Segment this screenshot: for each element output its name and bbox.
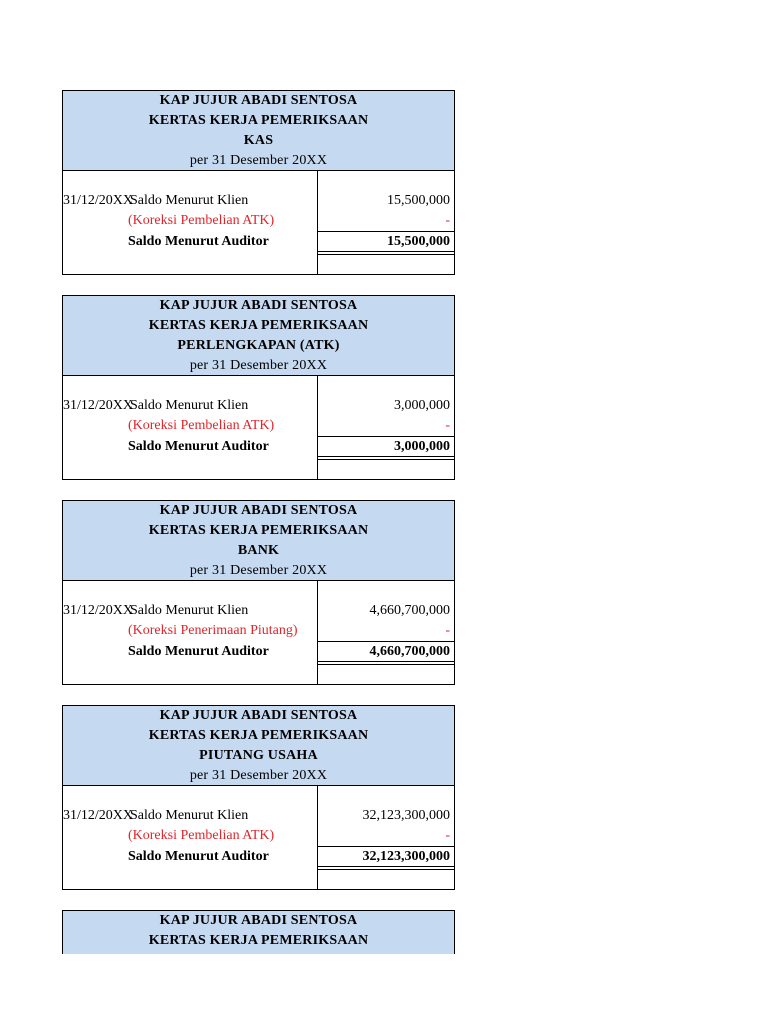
balance-date: 31/12/20XX bbox=[63, 603, 133, 618]
client-balance-label: Saldo Menurut Klien bbox=[130, 808, 249, 823]
account-name: BANK bbox=[237, 543, 280, 558]
correction-label: (Koreksi Pembelian ATK) bbox=[128, 213, 275, 228]
column-divider bbox=[317, 786, 318, 889]
worksheet-header bbox=[63, 706, 454, 786]
worksheet-piutang-usaha bbox=[62, 705, 455, 890]
correction-label: (Koreksi Penerimaan Piutang) bbox=[128, 623, 298, 638]
auditor-balance-label: Saldo Menurut Auditor bbox=[128, 234, 269, 249]
period: per 31 Desember 20XX bbox=[189, 768, 328, 783]
correction-amount: - bbox=[445, 828, 450, 843]
double-rule-top bbox=[318, 866, 454, 867]
firm-name: KAP JUJUR ABADI SENTOSA bbox=[159, 93, 358, 108]
client-balance-amount: 4,660,700,000 bbox=[369, 603, 450, 618]
double-rule-top bbox=[318, 251, 454, 252]
worksheet-header bbox=[63, 296, 454, 376]
document-title: KERTAS KERJA PEMERIKSAAN bbox=[148, 523, 369, 538]
account-name: KAS bbox=[243, 133, 274, 148]
column-divider bbox=[317, 376, 318, 479]
balance-date: 31/12/20XX bbox=[63, 808, 133, 823]
worksheet-bank bbox=[62, 500, 455, 685]
document-title: KERTAS KERJA PEMERIKSAAN bbox=[148, 318, 369, 333]
worksheet-body bbox=[63, 171, 454, 274]
firm-name: KAP JUJUR ABADI SENTOSA bbox=[159, 298, 358, 313]
double-rule-bottom bbox=[318, 869, 454, 870]
correction-amount: - bbox=[445, 213, 450, 228]
firm-name: KAP JUJUR ABADI SENTOSA bbox=[159, 913, 358, 928]
worksheet-partial bbox=[62, 910, 455, 954]
worksheet-header bbox=[63, 501, 454, 581]
client-balance-label: Saldo Menurut Klien bbox=[130, 193, 249, 208]
period: per 31 Desember 20XX bbox=[189, 563, 328, 578]
balance-date: 31/12/20XX bbox=[63, 398, 133, 413]
double-rule-top bbox=[318, 456, 454, 457]
correction-label: (Koreksi Pembelian ATK) bbox=[128, 828, 275, 843]
worksheet-body bbox=[63, 376, 454, 479]
client-balance-label: Saldo Menurut Klien bbox=[130, 603, 249, 618]
document-title: KERTAS KERJA PEMERIKSAAN bbox=[148, 728, 369, 743]
client-balance-amount: 3,000,000 bbox=[394, 398, 450, 413]
auditor-balance-label: Saldo Menurut Auditor bbox=[128, 849, 269, 864]
double-rule-bottom bbox=[318, 664, 454, 665]
period: per 31 Desember 20XX bbox=[189, 358, 328, 373]
auditor-balance-label: Saldo Menurut Auditor bbox=[128, 439, 269, 454]
correction-amount: - bbox=[445, 623, 450, 638]
worksheet-header bbox=[63, 91, 454, 171]
worksheet-perlengkapan bbox=[62, 295, 455, 480]
balance-date: 31/12/20XX bbox=[63, 193, 133, 208]
worksheet-body bbox=[63, 581, 454, 684]
correction-label: (Koreksi Pembelian ATK) bbox=[128, 418, 275, 433]
auditor-balance-label: Saldo Menurut Auditor bbox=[128, 644, 269, 659]
document-title: KERTAS KERJA PEMERIKSAAN bbox=[148, 113, 369, 128]
column-divider bbox=[317, 171, 318, 274]
subtotal-rule bbox=[318, 641, 454, 642]
client-balance-amount: 32,123,300,000 bbox=[362, 808, 450, 823]
worksheet-header bbox=[63, 911, 454, 954]
client-balance-amount: 15,500,000 bbox=[387, 193, 450, 208]
auditor-balance-amount: 4,660,700,000 bbox=[369, 644, 450, 659]
auditor-balance-amount: 15,500,000 bbox=[387, 234, 450, 249]
firm-name: KAP JUJUR ABADI SENTOSA bbox=[159, 708, 358, 723]
worksheet-body bbox=[63, 786, 454, 889]
column-divider bbox=[317, 581, 318, 684]
worksheet-kas bbox=[62, 90, 455, 275]
double-rule-bottom bbox=[318, 459, 454, 460]
auditor-balance-amount: 32,123,300,000 bbox=[362, 849, 450, 864]
correction-amount: - bbox=[445, 418, 450, 433]
document-title: KERTAS KERJA PEMERIKSAAN bbox=[148, 933, 369, 948]
auditor-balance-amount: 3,000,000 bbox=[394, 439, 450, 454]
period: per 31 Desember 20XX bbox=[189, 153, 328, 168]
account-name: PIUTANG USAHA bbox=[199, 748, 318, 763]
double-rule-bottom bbox=[318, 254, 454, 255]
account-name: PERLENGKAPAN (ATK) bbox=[177, 338, 340, 353]
subtotal-rule bbox=[318, 231, 454, 232]
subtotal-rule bbox=[318, 436, 454, 437]
double-rule-top bbox=[318, 661, 454, 662]
client-balance-label: Saldo Menurut Klien bbox=[130, 398, 249, 413]
subtotal-rule bbox=[318, 846, 454, 847]
firm-name: KAP JUJUR ABADI SENTOSA bbox=[159, 503, 358, 518]
